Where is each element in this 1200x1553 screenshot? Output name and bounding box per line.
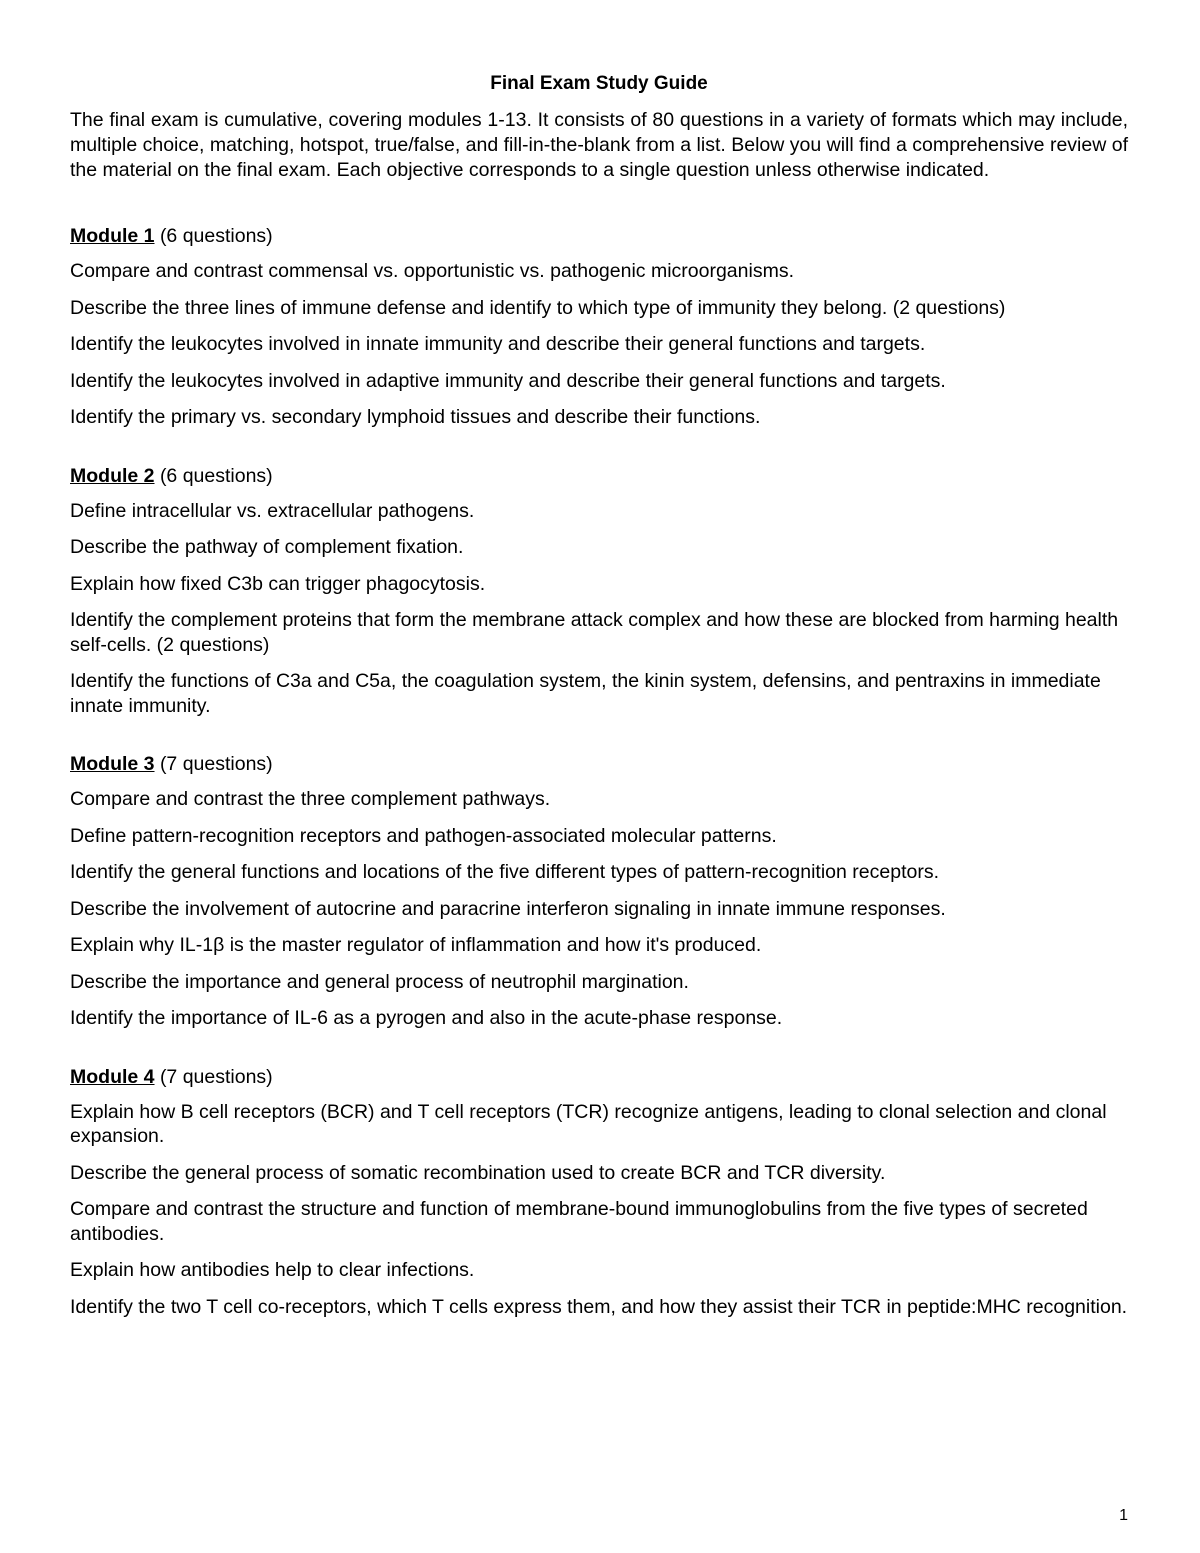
objective-item: Identify the two T cell co-receptors, which T cells express them, and how they assist their TCR in peptide:MHC recognition. [70, 1295, 1128, 1318]
objective-list [70, 259, 1128, 430]
module-section [70, 463, 1128, 719]
objective-item: Identify the importance of IL-6 as a pyrogen and also in the acute-phase response. [70, 1007, 783, 1029]
objective-item: Compare and contrast the three complement pathways. [70, 788, 551, 810]
objective-item: Identify the general functions and locations of the five different types of pattern-recognition receptors. [70, 861, 939, 883]
objective-list [70, 787, 1128, 1031]
module-name: Module 4 [70, 1065, 155, 1088]
objective-item: Explain why IL-1β is the master regulator of inflammation and how it's produced. [70, 934, 762, 956]
objective-item: Identify the functions of C3a and C5a, the coagulation system, the kinin system, defensins, and pentraxins in immediate innate immunity. [70, 670, 1101, 717]
objective-item: Describe the importance and general process of neutrophil margination. [70, 970, 689, 993]
objective-item: Describe the pathway of complement fixation. [70, 536, 464, 558]
module-question-count: (6 questions) [159, 225, 273, 247]
module-question-count: (6 questions) [159, 464, 273, 487]
page-number: 1 [1119, 1507, 1128, 1524]
intro-paragraph: The final exam is cumulative, covering modules 1-13. It consists of 80 questions in a variety of formats which may include, multiple choice, matching, hotspot, true/false, and fill-in-the-blank from a list. Below you will find a comprehensive review of the material on the final exam. Each objective corresponds to a single question unless otherwise indicated. [70, 109, 1128, 181]
module-question-count: (7 questions) [159, 1065, 273, 1088]
module-section [70, 751, 1128, 1031]
modules-container [70, 223, 1128, 1319]
objective-item: Identify the complement proteins that form the membrane attack complex and how these are blocked from harming health self-cells. (2 questions) [70, 609, 1119, 656]
objective-item: Identify the primary vs. secondary lymphoid tissues and describe their functions. [70, 406, 761, 428]
module-heading [70, 463, 1128, 489]
module-question-count: (7 questions) [159, 753, 273, 775]
objective-list [70, 499, 1128, 719]
document-page [70, 70, 1128, 1331]
module-heading [70, 751, 1128, 777]
objective-item: Explain how fixed C3b can trigger phagocytosis. [70, 572, 486, 595]
module-name: Module 3 [70, 753, 155, 775]
objective-item: Describe the general process of somatic recombination used to create BCR and TCR diversity. [70, 1161, 886, 1184]
document-title: Final Exam Study Guide [490, 73, 708, 94]
objective-item: Define pattern-recognition receptors and pathogen-associated molecular patterns. [70, 824, 777, 847]
module-section [70, 1064, 1128, 1320]
objective-item: Describe the three lines of immune defense and identify to which type of immunity they belong. (2 questions) [70, 296, 1006, 319]
objective-list [70, 1100, 1128, 1320]
module-name: Module 1 [70, 225, 155, 247]
module-heading [70, 223, 1128, 249]
objective-item: Describe the involvement of autocrine and paracrine interferon signaling in innate immune responses. [70, 897, 946, 920]
module-name: Module 2 [70, 464, 155, 487]
objective-item: Define intracellular vs. extracellular pathogens. [70, 499, 475, 522]
objective-item: Explain how antibodies help to clear infections. [70, 1259, 475, 1281]
module-heading [70, 1064, 1128, 1090]
objective-item: Explain how B cell receptors (BCR) and T cell receptors (TCR) recognize antigens, leading to clonal selection and clonal expansion. [70, 1100, 1107, 1147]
module-section [70, 223, 1128, 430]
objective-item: Identify the leukocytes involved in adaptive immunity and describe their general functions and targets. [70, 369, 946, 392]
objective-item: Identify the leukocytes involved in innate immunity and describe their general functions and targets. [70, 333, 926, 355]
objective-item: Compare and contrast the structure and function of membrane-bound immunoglobulins from the five types of secreted antibodies. [70, 1198, 1088, 1245]
objective-item: Compare and contrast commensal vs. opportunistic vs. pathogenic microorganisms. [70, 260, 794, 282]
